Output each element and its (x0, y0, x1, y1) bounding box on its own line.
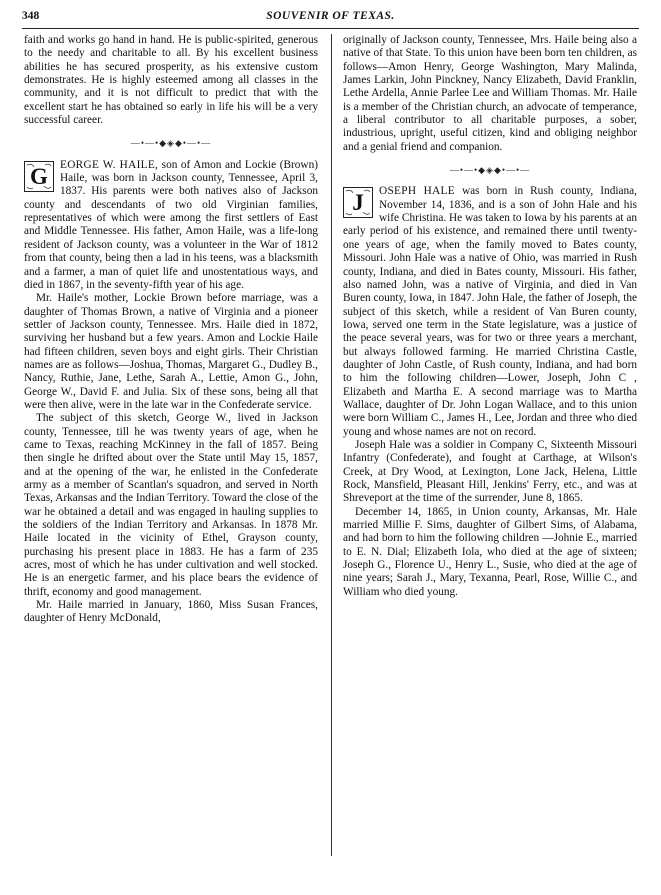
hale-paragraph-1-text: was born in Rush county, Indiana, November 14, 1836, and is a son of John Hale and his wife Christina. He was taken to Iowa by his parents at an early period of his existence, and remained there until twenty-one years of age, when the family moved to Bates county, Missouri. John Hale was a native of Ohio, was married in Rush county, Indiana, and died in Bates county, Missouri. His father, also named John, was a native of Virginia, and died in Van Buren county, Iowa, in 1847. John Hale, the father of Joseph, the subject of this sketch, while a resident of Van Buren county, Iowa, served one term in the State legislature, was a justice of the peace several years, was for two or three years a merchant, but always followed farming. He married Christina Castle, daughter of John Castle, of Rush county, Indiana, and had born to him the following children—Lower, Joseph, John C , Elizabeth and Martha E. A second marriage was to Martha Wallace, daughter of Dr. John Logan Wallace, and to this union were born William C., James H., Lee, Jordan and three who died young and whose names are not on record. (343, 185, 637, 438)
intro-paragraph: faith and works go hand in hand. He is public-spirited, generous to the needy and charitable to all. By his excellent business abilities he has secured prosperity, as his extensive custom demonstrates. He is highly esteemed among all classes in the community, and it is not difficult to predict that with the excellent start he has obtained so early in life his will be a very successful career. (24, 34, 318, 127)
column-divider (331, 34, 332, 856)
svg-text:G: G (30, 163, 48, 189)
haile-continuation: originally of Jackson county, Tennessee, Mrs. Haile being also a native of that State. To this union have been born ten children, as follows—Amon Henry, George Washington, Mary Malinda, James Larkin, John Pinckney, Nancy Elizabeth, David Franklin, Lethe Ardella, Annie Parlee Lee and William Thomas. Mr. Haile is a member of the Christian church, an advocate of temperance, a liberal contributor to all charitable purposes, a sober, industrious, upright, useful citizen, kind and obliging neighbor and a genial friend and companion. (343, 34, 637, 153)
hale-name-lead: OSEPH HALE (379, 185, 455, 198)
section-ornament: —•—•◆◈◆•—•— (130, 138, 212, 149)
haile-paragraph-1-text: son of Amon and Lockie (Brown) Haile, was born in Jackson county, Tennessee, April 3, 1837. His parents were both natives also of Jackson county and descendants of two old Virginian families, representatives of which were among the first settlers of East and Middle Tennessee. His father, Amon Haile, was a life-long resident of Jackson county, was a volunteer in the War of 1812 from that county, being then a lad in his teens, was a blacksmith and a farmer, a man of quiet life and unostentatious ways, and died in 1867, in the seventy-fifth year of his age. (24, 158, 318, 291)
right-column (343, 34, 637, 599)
hale-paragraph-2: Joseph Hale was a soldier in Company C, Sixteenth Missouri Infantry (Confederate), and fought at Carthage, at Wilson's Creek, at Dry Wood, at Lexington, Lone Jack, Helena, Little Rock, Mansfield, Pleasant Hill, Jenkins' Ferry, etc., and was at Shreveport at the time of the surrender, June 8, 1865. (343, 438, 637, 505)
hale-paragraph-1 (343, 185, 637, 439)
drop-cap-j (343, 187, 373, 218)
haile-paragraph-2: Mr. Haile's mother, Lockie Brown before marriage, was a daughter of Thomas Brown, a native of Virginia and a pioneer settler of Jackson county, Tennessee. Mrs. Haile died in 1872, surviving her husband but a few years. Amon and Lockie Haile had fifteen children, seven boys and eight girls. Their Christian names are as follows—Joshua, Thomas, Margaret G., Dudley B., Nancy, Ruthie, Jane, Lethe, Sarah A., Lettie, Amon G., John, George W., David F. and Julia. Six of these sons, being all that were then alive, were in the late war in the Confederate service. (24, 292, 318, 411)
haile-paragraph-4: Mr. Haile married in January, 1860, Miss Susan Frances, daughter of Henry McDonald, (24, 599, 318, 625)
haile-paragraph-1 (24, 159, 318, 292)
hale-paragraph-3: December 14, 1865, in Union county, Arkansas, Mr. Hale married Millie F. Sims, daughter of Gilbert Sims, of Alabama, and had born to him the following children —Johnie E., married to E. N. Dial; Elizabeth Iola, who died at the age of sixteen; Joseph G., Florence U., Henry L., Susie, who died at the age of nine years; Sarah J., Mary, Texanna, Pearl, Rose, Willie C., and William who died young. (343, 505, 637, 598)
running-head: SOUVENIR OF TEXAS. (266, 10, 395, 22)
section-ornament: —•—•◆◈◆•—•— (449, 165, 531, 176)
drop-cap-g (24, 161, 54, 192)
left-column (24, 34, 318, 626)
haile-paragraph-3: The subject of this sketch, George W., lived in Jackson county, Tennessee, till he was twenty years of age, when he came to Texas, reaching McKinney in the fall of 1857. Being then single he drifted about over the State until May 15, 1857, and at the opening of the war, he enlisted in the Confederate army as a member of Scantlan's squadron, and served in North Texas, Arkansas and the Indian Territory. Toward the close of the war he obtained a detail and was engaged in hauling supplies to the soldiers of the Indian Territory and Arkansas. In 1878 Mr. Haile located in the vicinity of Ethel, Grayson county, purchasing his present place in 1883. He has a farm of 235 acres, most of which he has under cultivation and well stocked. He is an energetic farmer, and his place bears the evidence of thrift, economy and good management. (24, 412, 318, 598)
svg-text:J: J (352, 190, 364, 216)
page-number: 348 (22, 10, 40, 22)
page-header (22, 8, 639, 29)
haile-name-lead: EORGE W. HAILE, (60, 158, 159, 171)
